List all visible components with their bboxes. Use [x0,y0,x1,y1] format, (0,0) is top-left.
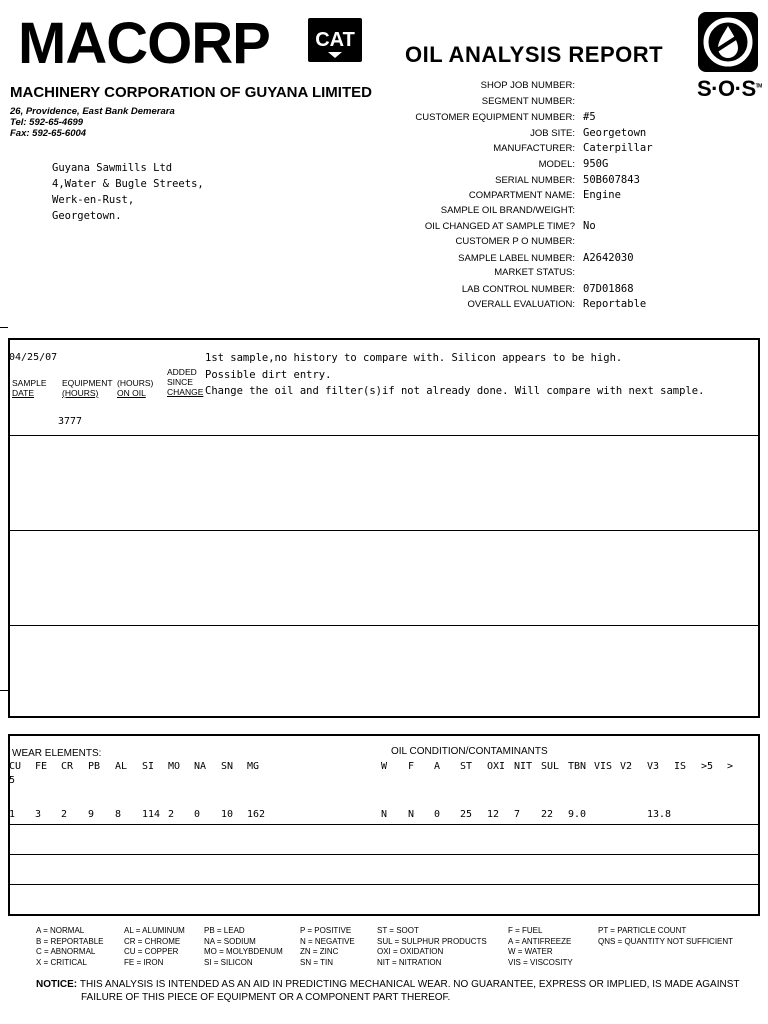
sample-date: 04/25/07 [9,352,58,363]
field-label: OVERALL EVALUATION: [467,299,575,311]
col-header-si: SI [142,761,155,772]
report-title: OIL ANALYSIS REPORT [405,42,664,67]
field-label: SERIAL NUMBER: [495,174,575,186]
legend-metals-1: AL = ALUMINUM CR = CHROME CU = COPPER FE = IRON [124,926,185,967]
field-label: LAB CONTROL NUMBER: [461,283,575,295]
field-value: #5 [583,111,596,124]
field-label: CUSTOMER P O NUMBER: [455,235,575,247]
col-header-w: W [381,761,388,772]
field-row [400,174,750,190]
field-row [400,127,750,143]
field-row [400,298,750,314]
sos-logo-icon [698,12,758,72]
col-header-tbn: TBN [568,761,587,772]
field-row [400,96,750,112]
tel-line: Tel: 592-65-4699 [10,117,84,128]
col-header-gt: > [727,761,734,772]
field-label: COMPARTMENT NAME: [468,190,575,202]
row-divider [10,854,758,855]
cell-cu: 1 [9,809,16,820]
field-row [400,142,750,158]
cell-oxi: 12 [487,809,500,820]
col-header-fe: FE [35,761,48,772]
legend-conditions: ST = SOOT SUL = SULPHUR PRODUCTS OXI = OXIDATION NIT = NITRATION [377,926,487,967]
field-label: JOB SITE: [530,127,575,139]
col-header-sn: SN [221,761,234,772]
col-header-extra: 5 [9,775,16,786]
field-label: MANUFACTURER: [493,143,575,155]
field-row [400,80,750,96]
added-since-change-header: ADDED SINCE CHANGE [167,367,204,397]
row-divider [10,884,758,885]
row-divider [10,435,758,436]
customer-line: Guyana Sawmills Ltd [52,162,173,174]
col-header-cu: CU [9,761,22,772]
field-label: SAMPLE OIL BRAND/WEIGHT: [440,204,575,216]
row-divider [10,530,758,531]
field-label: SHOP JOB NUMBER: [480,80,575,91]
col-header-a: A [434,761,441,772]
field-label: MARKET STATUS: [494,267,575,279]
sample-date-header: SAMPLE DATE [12,378,47,398]
legend-ratings: A = NORMAL B = REPORTABLE C = ABNORMAL X = CRITICAL [36,926,104,967]
col-header-oxi: OXI [487,761,506,772]
comment-line: Possible dirt entry. [205,368,332,381]
hours-on-oil-header: (HOURS) ON OIL [117,378,154,398]
company-name: MACHINERY CORPORATION OF GUYANA LIMITED [10,84,372,101]
brand-name: MACORP [18,11,270,76]
col-header-f: F [408,761,415,772]
col-header-na: NA [194,761,207,772]
cell-cr: 2 [61,809,68,820]
field-label: OIL CHANGED AT SAMPLE TIME? [424,221,575,233]
notice [36,978,739,1004]
field-row [400,158,750,174]
field-row [400,267,750,283]
field-label: MODEL: [538,158,575,170]
equipment-hours-header: EQUIPMENT (HOURS) [62,378,113,398]
cell-mo: 2 [168,809,175,820]
equipment-fields [400,80,750,314]
wear-elements-title: WEAR ELEMENTS: [12,748,102,759]
col-header-vis: VIS [594,761,613,772]
cell-st: 25 [460,809,473,820]
col-header-is: IS [674,761,687,772]
field-value: 950G [583,157,609,170]
field-row [400,252,750,268]
col-header-mo: MO [168,761,181,772]
cell-f: N [408,809,415,820]
legend-flags: P = POSITIVE N = NEGATIVE ZN = ZINC SN = TIN [300,926,355,967]
field-value: 50B607843 [583,173,640,186]
col-header-al: AL [115,761,128,772]
field-row [400,111,750,127]
row-divider [10,625,758,626]
cell-mg: 162 [247,809,266,820]
col-header-v3: V3 [647,761,660,772]
address-line: 26, Providence, East Bank Demerara [10,106,175,117]
col-header-pb: PB [88,761,101,772]
field-value: Engine [583,189,621,202]
field-row [400,205,750,221]
cell-pb: 9 [88,809,95,820]
customer-line: Georgetown. [52,210,122,222]
notice-text: FAILURE OF THIS PIECE OF EQUIPMENT OR A COMPONENT PART THEREOF. [81,992,451,1003]
field-row [400,283,750,299]
notice-text: THIS ANALYSIS IS INTENDED AS AN AID IN PREDICTING MECHANICAL WEAR. NO GUARANTEE, EXPRESS OR IMPLIED, IS MADE AGAINST [79,979,740,990]
col-header-st: ST [460,761,473,772]
field-row [400,189,750,205]
customer-line: 4,Water & Bugle Streets, [52,178,204,190]
field-label: CUSTOMER EQUIPMENT NUMBER: [415,112,575,124]
row-divider [10,824,758,825]
field-value: No [583,220,596,233]
col-header-sul: SUL [541,761,560,772]
legend-misc: PT = PARTICLE COUNT QNS = QUANTITY NOT SUFFICIENT [598,926,734,946]
cell-a: 0 [434,809,441,820]
field-value: A2642030 [583,251,634,264]
edge-tick [0,690,8,691]
edge-tick [0,327,8,328]
field-value: Caterpillar [583,142,653,155]
cell-nit: 7 [514,809,521,820]
cell-si: 114 [142,809,161,820]
col-header-gt5: >5 [701,761,714,772]
field-value: 07D01868 [583,282,634,295]
oil-condition-title: OIL CONDITION/CONTAMINANTS [391,746,548,757]
sos-logo-text: S·O·S™ [697,76,762,101]
field-row [400,236,750,252]
col-header-v2: V2 [620,761,633,772]
company-address [10,106,175,139]
customer-address [52,160,204,224]
cell-na: 0 [194,809,201,820]
equipment-hours-value: 3777 [58,416,83,427]
field-label: SEGMENT NUMBER: [481,95,575,107]
cell-w: N [381,809,388,820]
customer-line: Werk-en-Rust, [52,194,135,206]
legend-metals-2: PB = LEAD NA = SODIUM MO = MOLYBDENUM SI = SILICON [204,926,283,967]
field-value: Reportable [583,298,647,311]
col-header-cr: CR [61,761,74,772]
cat-logo: CAT [308,18,362,62]
cell-fe: 3 [35,809,42,820]
col-header-mg: MG [247,761,260,772]
comment-line: Change the oil and filter(s)if not already done. Will compare with next sample. [205,385,705,397]
cell-sul: 22 [541,809,554,820]
cell-v3: 13.8 [647,809,672,820]
cell-sn: 10 [221,809,234,820]
col-header-nit: NIT [514,761,533,772]
evaluation-comment [205,350,704,400]
comment-line: 1st sample,no history to compare with. Silicon appears to be high. [205,352,623,364]
field-label: SAMPLE LABEL NUMBER: [458,252,575,264]
fax-line: Fax: 592-65-6004 [10,128,87,139]
notice-label: NOTICE: [36,979,78,990]
field-value: Georgetown [583,126,647,139]
field-row [400,220,750,236]
cell-tbn: 9.0 [568,809,587,820]
legend-contaminants: F = FUEL A = ANTIFREEZE W = WATER VIS = VISCOSITY [508,926,573,967]
cell-al: 8 [115,809,122,820]
